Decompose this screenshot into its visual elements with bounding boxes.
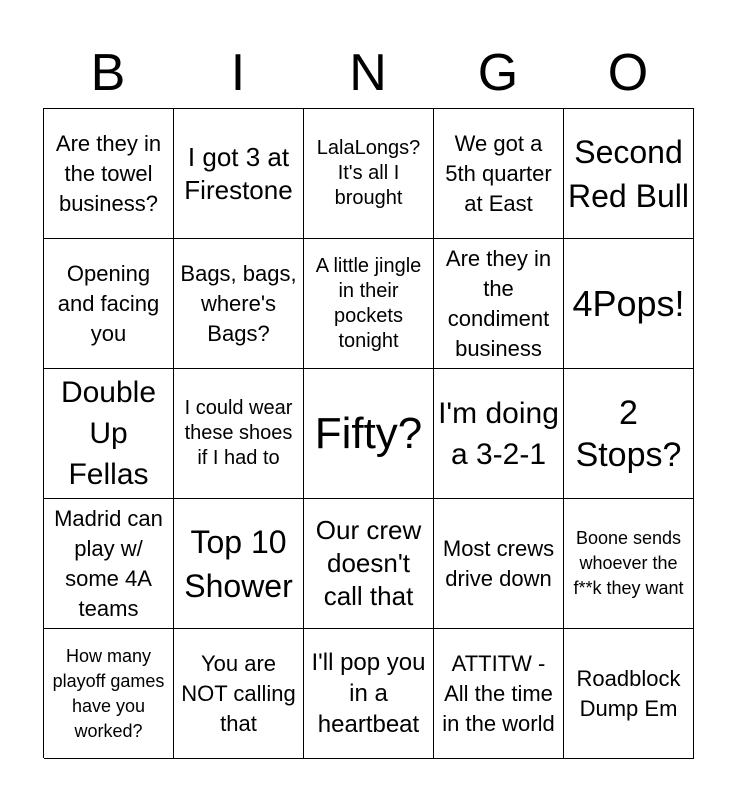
bingo-cell[interactable]: [304, 629, 434, 759]
cell-text: How many playoff games have you worked?: [52, 645, 165, 741]
cell-text: LalaLongs? It's all I brought: [316, 137, 421, 209]
cell-text: Double Up Fellas: [60, 376, 157, 491]
cell-text: Are they in the towel business?: [55, 130, 162, 216]
header-letter-i: I: [230, 44, 246, 102]
bingo-cell[interactable]: [304, 109, 434, 239]
cell-text: Boone sends whoever the f**k they want: [573, 528, 684, 598]
cell-text: Fifty?: [314, 408, 423, 458]
cell-text: A little jingle in their pockets tonight: [315, 254, 422, 352]
cell-text: Top 10 Shower: [184, 523, 293, 604]
bingo-cell[interactable]: [44, 629, 174, 759]
bingo-cell[interactable]: [44, 369, 174, 499]
bingo-cell[interactable]: [174, 369, 304, 499]
cell-text: I'm doing a 3-2-1: [438, 396, 559, 471]
cell-text: 2 Stops?: [575, 393, 682, 474]
bingo-cell[interactable]: [434, 629, 564, 759]
bingo-cell[interactable]: [44, 499, 174, 629]
header-letter-o: O: [607, 44, 649, 102]
bingo-cell[interactable]: [564, 369, 694, 499]
cell-text: We got a 5th quarter at East: [445, 130, 552, 216]
cell-text: Roadblock Dump Em: [576, 665, 681, 721]
bingo-cell[interactable]: [564, 499, 694, 629]
cell-text: Are they in the condiment business: [445, 245, 552, 361]
header-letter-b: B: [90, 44, 126, 102]
bingo-cell[interactable]: [174, 239, 304, 369]
cell-text: I could wear these shoes if I had to: [184, 397, 293, 469]
bingo-cell[interactable]: [304, 369, 434, 499]
cell-text: Opening and facing you: [57, 260, 160, 346]
cell-text: I got 3 at Firestone: [184, 141, 293, 205]
bingo-cell[interactable]: [174, 499, 304, 629]
bingo-cell[interactable]: [564, 629, 694, 759]
bingo-cell[interactable]: [434, 239, 564, 369]
header-letter-n: N: [349, 44, 387, 102]
cell-text: Our crew doesn't call that: [315, 515, 422, 611]
bingo-header: [43, 40, 693, 106]
cell-text: ATTITW - All the time in the world: [442, 650, 555, 736]
bingo-cell[interactable]: [44, 109, 174, 239]
cell-text: Most crews drive down: [442, 535, 555, 591]
cell-text: Bags, bags, where's Bags?: [180, 260, 297, 346]
cell-text: 4Pops!: [572, 282, 685, 324]
bingo-card: [43, 108, 694, 758]
header-letter-g: G: [477, 44, 519, 102]
bingo-cell[interactable]: [434, 109, 564, 239]
bingo-cell[interactable]: [304, 499, 434, 629]
bingo-cell[interactable]: [564, 239, 694, 369]
bingo-cell[interactable]: [174, 109, 304, 239]
bingo-cell[interactable]: [434, 369, 564, 499]
bingo-cell[interactable]: [304, 239, 434, 369]
cell-text: I'll pop you in a heartbeat: [311, 649, 426, 738]
bingo-cell[interactable]: [44, 239, 174, 369]
cell-text: Second Red Bull: [568, 133, 689, 214]
bingo-cell[interactable]: [434, 499, 564, 629]
cell-text: You are NOT calling that: [181, 650, 296, 736]
cell-text: Madrid can play w/ some 4A teams: [54, 505, 163, 621]
bingo-cell[interactable]: [564, 109, 694, 239]
bingo-cell[interactable]: [174, 629, 304, 759]
